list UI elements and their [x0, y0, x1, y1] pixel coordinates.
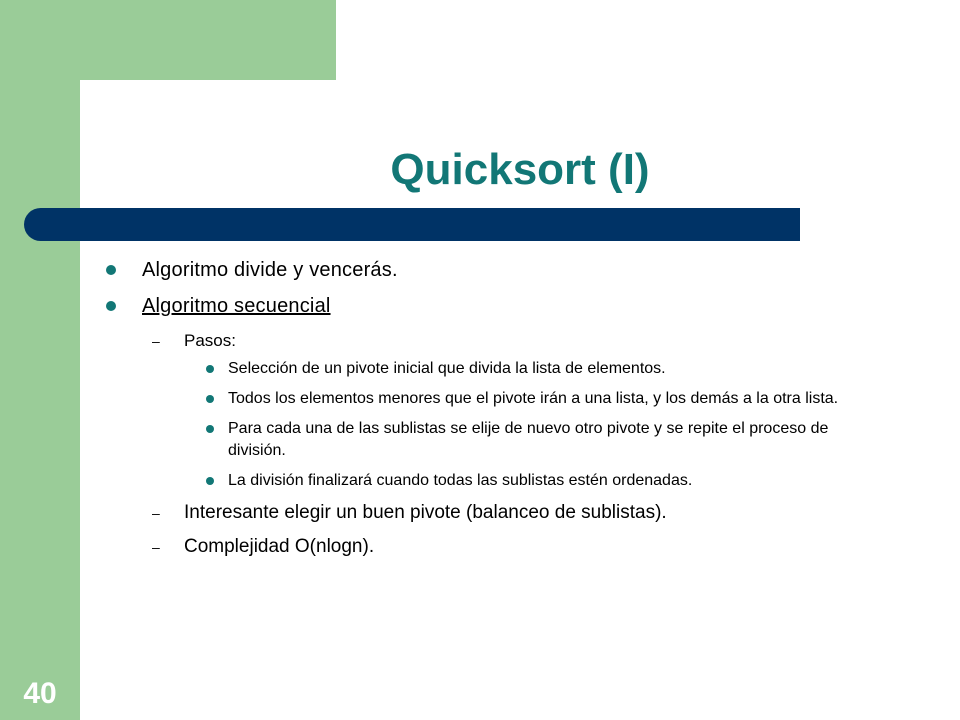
- sub-bullet-text: Complejidad O(nlogn).: [184, 536, 375, 557]
- bullet-text: Algoritmo divide y vencerás.: [142, 259, 398, 281]
- sub-bullet-item: [104, 500, 924, 526]
- dash-marker: –: [152, 505, 160, 521]
- step-text: La división finalizará cuando todas las sublistas estén ordenadas.: [228, 472, 693, 489]
- step-item: [104, 418, 868, 462]
- sub-bullet-text: Pasos:: [184, 331, 236, 350]
- bullet-dot-icon: [106, 265, 116, 275]
- slide-body: [104, 252, 924, 568]
- dash-marker: –: [152, 333, 160, 349]
- step-text: Todos los elementos menores que el pivote irán a una lista, y los demás a la otra lista.: [228, 390, 839, 407]
- left-accent-bar: [0, 0, 80, 720]
- step-text: Para cada una de las sublistas se elije de nuevo otro pivote y se repite el proceso de división.: [228, 420, 829, 459]
- bullet-item: [104, 288, 924, 324]
- step-text: Selección de un pivote inicial que divida la lista de elementos.: [228, 360, 666, 377]
- step-item: [104, 388, 868, 410]
- sub-bullet-text: Interesante elegir un buen pivote (balanceo de sublistas).: [184, 502, 667, 523]
- sub-bullet-item: [104, 534, 924, 560]
- bullet-dot-icon: [206, 425, 214, 433]
- bullet-item: [104, 252, 924, 288]
- bullet-dot-icon: [206, 477, 214, 485]
- bullet-dot-icon: [206, 365, 214, 373]
- step-item: [104, 470, 868, 492]
- sub-bullet-item: [104, 330, 924, 352]
- title-underline-bar: [24, 208, 800, 241]
- top-accent-block: [80, 0, 336, 80]
- slide-number: 40: [23, 677, 57, 710]
- step-item: [104, 358, 868, 380]
- bullet-dot-icon: [106, 301, 116, 311]
- bullet-dot-icon: [206, 395, 214, 403]
- slide-title: Quicksort (I): [390, 145, 650, 194]
- algoritmo-secuencial-link[interactable]: Algoritmo secuencial: [142, 295, 331, 317]
- dash-marker: –: [152, 539, 160, 555]
